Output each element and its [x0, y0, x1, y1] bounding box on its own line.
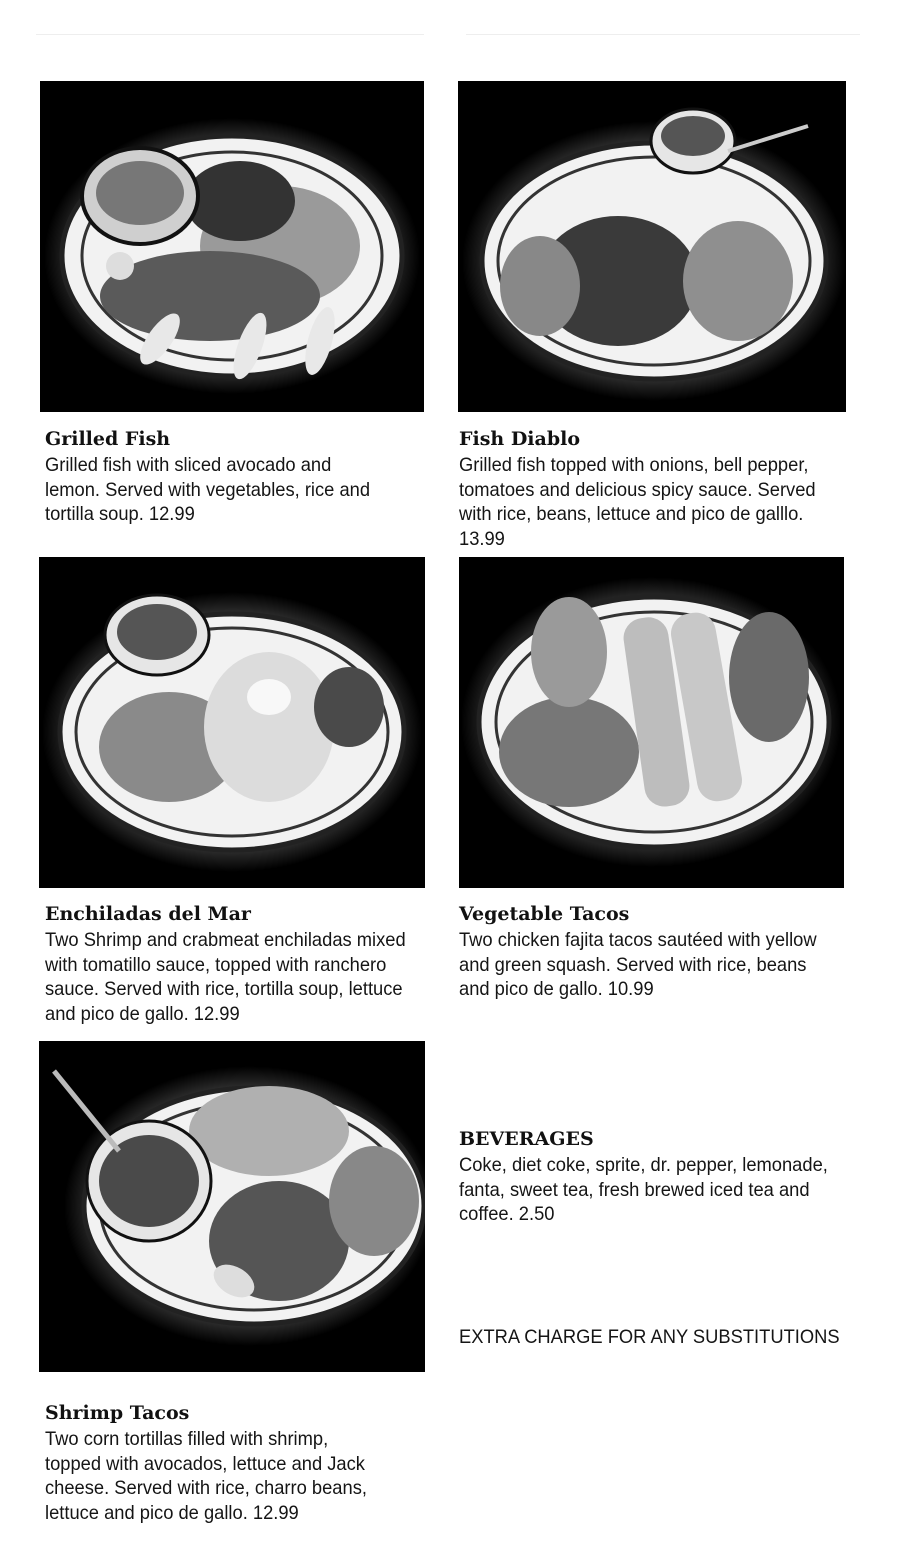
item-description-vegetable-tacos: Two chicken fajita tacos sautéed with yellow and green squash. Served with rice, beans and pico de gallo. 10.99 [459, 929, 817, 1000]
item-description-grilled-fish: Grilled fish with sliced avocado and lemon. Served with vegetables, rice and tortilla soup. 12.99 [45, 454, 371, 525]
shrimp-tacos-photo [39, 1041, 425, 1372]
beverages-title: BEVERAGES [459, 1128, 594, 1150]
grilled-fish-photo [40, 81, 424, 412]
item-description-fish-diablo: Grilled fish topped with onions, bell pepper, tomatoes and delicious spicy sauce. Served with rice, beans, lettuce and pico de galllo. 13.99 [459, 454, 816, 550]
item-title-enchiladas-del-mar: Enchiladas del Mar [45, 903, 251, 925]
item-description-enchiladas-del-mar: Two Shrimp and crabmeat enchiladas mixed with tomatillo sauce, topped with ranchero sauce. Served with rice, tortilla soup, lettuce and pico de gallo. 12.99 [45, 929, 406, 1025]
substitutions-notice: EXTRA CHARGE FOR ANY SUBSTITUTIONS [459, 1326, 840, 1348]
item-description-shrimp-tacos: Two corn tortillas filled with shrimp, topped with avocados, lettuce and Jack cheese. Served with rice, charro beans, lettuce and pico de gallo. 12.99 [45, 1428, 367, 1524]
item-title-fish-diablo: Fish Diablo [459, 428, 581, 450]
enchiladas-del-mar-photo [39, 557, 425, 888]
item-title-vegetable-tacos: Vegetable Tacos [459, 903, 630, 925]
top-divider-right [466, 34, 860, 35]
item-title-grilled-fish: Grilled Fish [45, 428, 171, 450]
vegetable-tacos-photo [459, 557, 844, 888]
item-title-shrimp-tacos: Shrimp Tacos [45, 1402, 190, 1424]
top-divider-left [36, 34, 424, 35]
beverages-description: Coke, diet coke, sprite, dr. pepper, lemonade, fanta, sweet tea, fresh brewed iced tea and coffee. 2.50 [459, 1154, 828, 1225]
fish-diablo-photo [458, 81, 846, 412]
